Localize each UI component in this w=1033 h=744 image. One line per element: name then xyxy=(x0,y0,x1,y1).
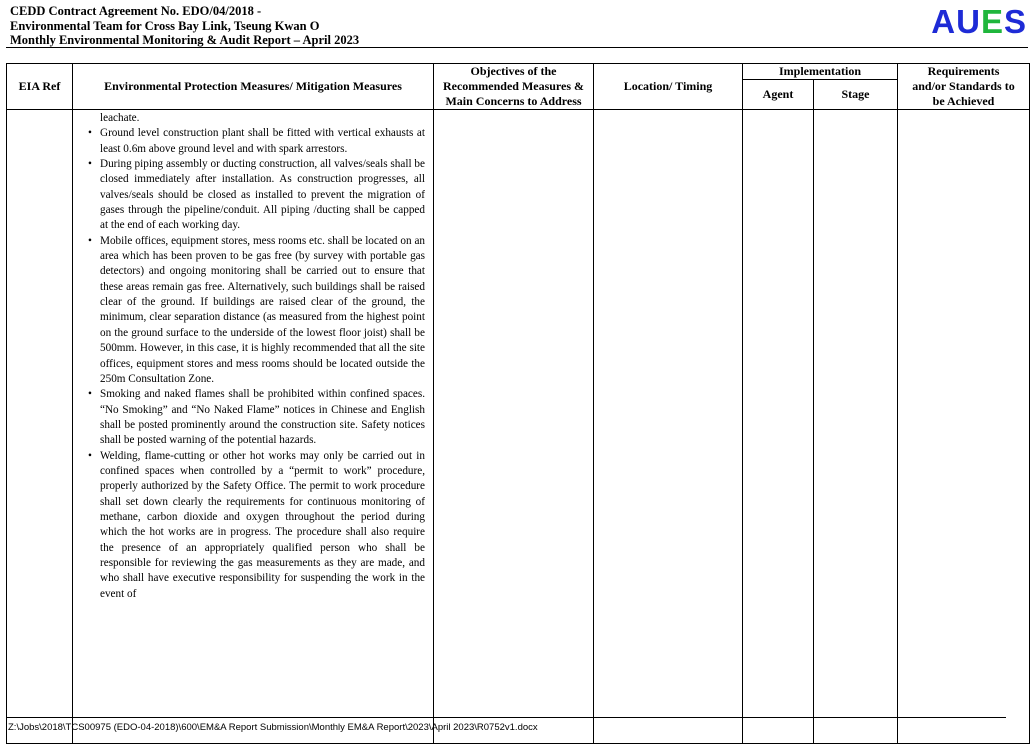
measure-lead-text: leachate. xyxy=(100,112,140,124)
header-divider xyxy=(6,47,1028,48)
measure-item: • Smoking and naked flames shall be prohibited within confined spaces. “No Smoking” and “No Naked Flame” notices in Chinese and English shall be posted prominently around the construction site. Safety notices shall be posted warning of the potential hazards. xyxy=(100,387,425,448)
mitigation-measures-table xyxy=(6,63,1030,744)
measure-item: • Ground level construction plant shall be fitted with vertical exhausts at least 0.6m above ground level and with spark arrestors. xyxy=(100,126,425,157)
col-header-objectives: Objectives of the Recommended Measures & Main Concerns to Address xyxy=(434,64,594,110)
col-header-measures: Environmental Protection Measures/ Mitigation Measures xyxy=(73,64,434,110)
cell-eia-ref xyxy=(7,110,73,744)
cell-agent xyxy=(743,110,814,744)
logo-text-au: AU xyxy=(931,3,981,40)
measure-item: • Welding, flame-cutting or other hot works may only be carried out in confined spaces when controlled by a “permit to work” procedure, properly authorized by the Safety Office. The permit to work procedure shall set down clearly the requirements for continuous monitoring of methane, carbon dioxide and oxygen throughout the period during which the hot works are in progress. The procedure shall also require the presence of an appropriately qualified person who shall be responsible for reviewing the gas measurements as they are made, and who shall have executive responsibility for suspending the work in the event of xyxy=(100,449,425,602)
measure-item: • During piping assembly or ducting construction, all valves/seals shall be closed immediately after installation. As construction progresses, all valves/seals should be closed as installed to prevent the migration of gases through the pipeline/conduit. All piping /ducting shall be capped at the end of each working day. xyxy=(100,157,425,234)
header-team-line: Environmental Team for Cross Bay Link, Tseung Kwan O xyxy=(10,18,320,33)
cell-objectives xyxy=(434,110,594,744)
footer-divider xyxy=(6,717,1006,718)
col-header-agent: Agent xyxy=(743,80,814,110)
cell-stage xyxy=(814,110,898,744)
col-header-implementation: Implementation xyxy=(743,64,898,80)
cell-requirements xyxy=(898,110,1030,744)
header-contract-line: CEDD Contract Agreement No. EDO/04/2018 - xyxy=(10,4,262,18)
aues-logo xyxy=(931,3,1027,41)
table-row xyxy=(7,110,1030,744)
header-report-line: Monthly Environmental Monitoring & Audit Report – April 2023 xyxy=(10,33,360,47)
logo-text-s: S xyxy=(1003,3,1027,40)
col-header-stage: Stage xyxy=(814,80,898,110)
col-header-eia-ref: EIA Ref xyxy=(7,64,73,110)
document-header xyxy=(10,4,359,48)
measures-list xyxy=(83,126,425,602)
footer-file-path: Z:\Jobs\2018\TCS00975 (EDO-04-2018)\600\EM&A Report Submission\Monthly EM&A Report\2023\April 2023\R0752v1.docx xyxy=(8,722,538,733)
measure-item: • Mobile offices, equipment stores, mess rooms etc. shall be located on an area which has been proven to be gas free (by survey with portable gas detectors) and ongoing monitoring shall be carried out to ensure that these areas remain gas free. Alternatively, such buildings shall be raised clear of the ground. If buildings are raised clear of the ground, the minimum, clear separation distance (as measured from the highest point on the ground surface to the underside of the lowest floor joist) shall be 500mm. However, in this case, it is highly recommended that all the site offices, equipment stores and mess rooms should be located outside the 250m Consultation Zone. xyxy=(100,234,425,387)
logo-text-e: E xyxy=(980,3,1004,40)
cell-location-timing xyxy=(594,110,743,744)
col-header-requirements: Requirements and/or Standards to be Achieved xyxy=(898,64,1030,110)
col-header-location-timing: Location/ Timing xyxy=(594,64,743,110)
cell-measures xyxy=(73,110,434,744)
